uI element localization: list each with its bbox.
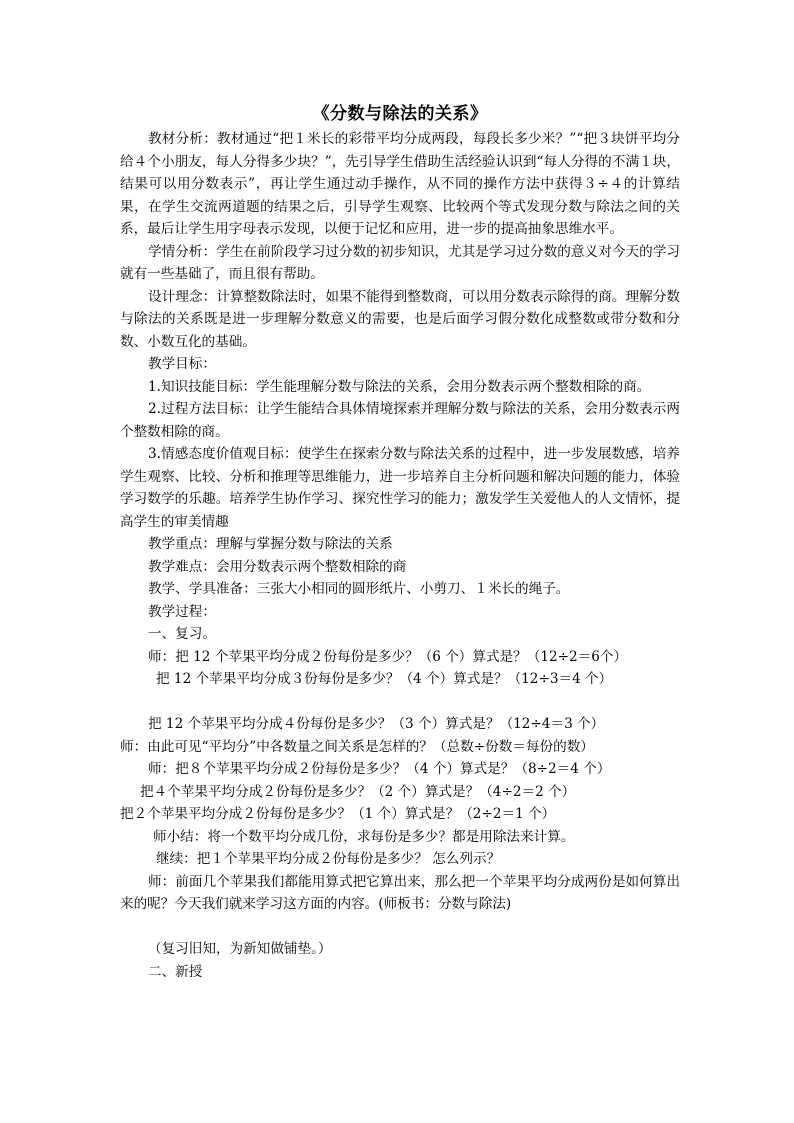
teacher-introduction: 师：前面几个苹果我们都能用算式把它算出来，那么把一个苹果平均分成两份是如何算出来的呢？今天我们就来学习这方面的内容。(师板书：分数与除法) <box>120 873 680 912</box>
objective-knowledge: 1.知识技能目标：学生能理解分数与除法的关系，会用分数表示两个整数相除的商。 <box>148 378 651 395</box>
continue-question: 继续：把１个苹果平均分成２份每份是多少？ 怎么列示？ <box>156 851 501 867</box>
teacher-summary: 师小结：将一个数平均分成几份，求每份是多少？都是用除法来计算。 <box>153 828 575 845</box>
review-line-7: 把２个苹果平均分成２份每份是多少？（1 个）算式是？（2÷2＝1 个） <box>120 806 556 822</box>
objective-process: 2.过程方法目标：让学生能结合具体情境探索并理解分数与除法的关系，会用分数表示两个整数相除的商。 <box>120 401 680 440</box>
teaching-difficulty: 教学难点：会用分数表示两个整数相除的商 <box>148 558 407 575</box>
paragraph-textbook-analysis: 教材分析：教材通过“把１米长的彩带平均分成两段，每段长多少米？”“把３块饼平均分给４个小朋友，每人分得多少块？”，先引导学生借助生活经验认识到“每人分得的不满１块，结果可以用分数表示”，再让学生通过动手操作，从不同的操作方法中获得３÷４的计算结果，在学生交流两道题的结果之后，引导学生观察、比较两个等式发现分数与除法之间的关系，最后让学生用字母表示发现，以便于记忆和应用，进一步的提高抽象思维水平。 <box>120 131 680 237</box>
heading-review: 一、复习。 <box>148 626 216 642</box>
review-line-3: 把 12 个苹果平均分成４份每份是多少？（3 个）算式是？（12÷4＝3 个） <box>148 716 605 732</box>
paragraph-student-analysis: 学情分析：学生在前阶段学习过分数的初步知识，尤其是学习过分数的意义对今天的学习就有一些基础了，而且很有帮助。 <box>120 243 680 282</box>
review-line-1: 师：把 12 个苹果平均分成２份每份是多少？（6 个）算式是？（12÷2＝6个） <box>148 648 628 665</box>
review-line-2: 把 12 个苹果平均分成３份每份是多少？（4 个）算式是？（12÷3＝4 个） <box>156 671 613 687</box>
review-line-6: 把４个苹果平均分成２份每份是多少？（2 个）算式是？（4÷2＝2 个） <box>140 783 576 800</box>
paragraph-design-concept: 设计理念：计算整数除法时，如果不能得到整数商，可以用分数表示除得的商。理解分数与除法的关系既是进一步理解分数意义的需要，也是后面学习假分数化成整数或带分数和分数、小数互化的基础。 <box>120 288 680 350</box>
review-note: （复习旧知，为新知做铺垫。） <box>148 941 332 957</box>
heading-teaching-objectives: 教学目标： <box>148 356 216 372</box>
teaching-key-point: 教学重点：理解与掌握分数与除法的关系 <box>148 536 393 552</box>
heading-teaching-process: 教学过程： <box>148 603 216 620</box>
heading-new-lesson: 二、新授 <box>148 963 203 980</box>
review-line-5: 师：把８个苹果平均分成２份每份是多少？（4 个）算式是？（8÷2＝4 个） <box>148 761 611 777</box>
review-line-4: 师：由此可见“平均分”中各数量之间关系是怎样的？（总数÷份数＝每份的数） <box>120 738 594 755</box>
document-page <box>120 100 680 983</box>
objective-emotion: 3.情感态度价值观目标：使学生在探索分数与除法关系的过程中，进一步发展数感，培养学生观察、比较、分析和推理等思维能力，进一步培养自主分析问题和解决问题的能力，体验学习数学的乐趣。培养学生协作学习、探究性学习的能力；激发学生关爱他人的人文情怀，提高学生的审美情趣 <box>120 446 680 530</box>
teaching-materials: 教学、学具准备：三张大小相同的圆形纸片、小剪刀、１米长的绳子。 <box>148 581 570 597</box>
blank-line <box>120 916 680 939</box>
document-title: 《分数与除法的关系》 <box>312 104 488 124</box>
blank-line <box>120 691 680 714</box>
